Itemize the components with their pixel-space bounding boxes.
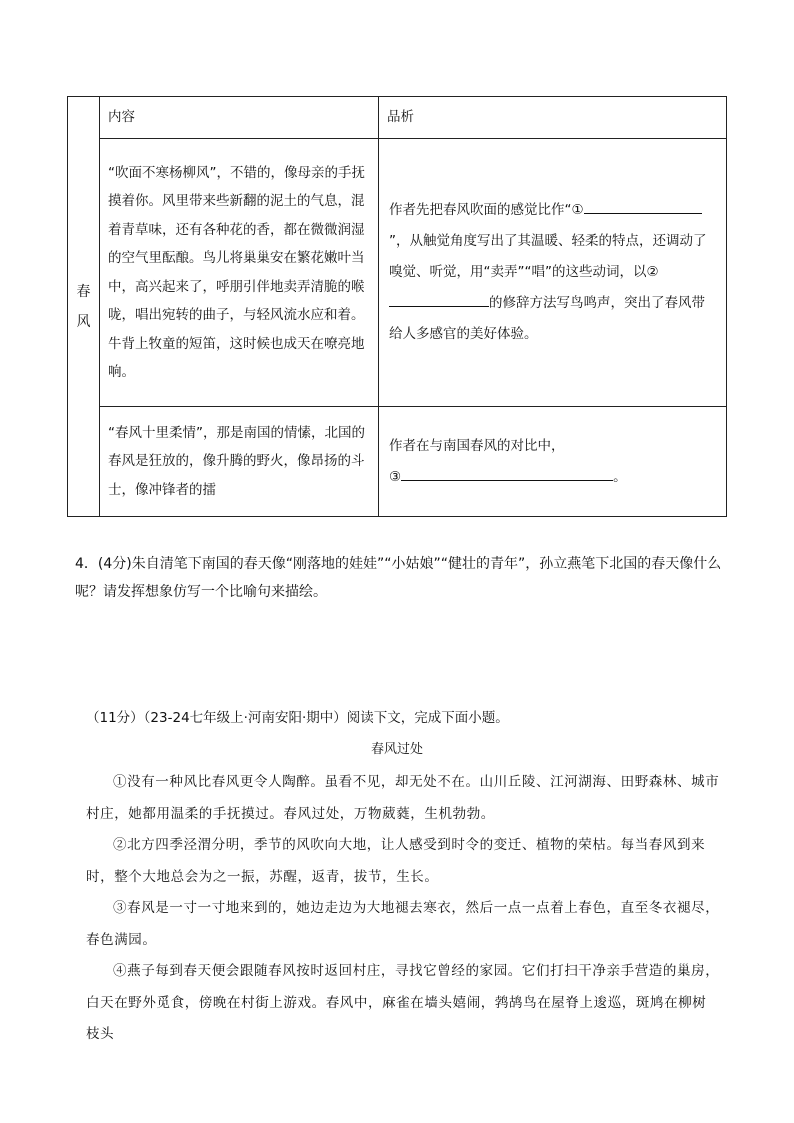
- passage-paragraph: ②北方四季泾渭分明，季节的风吹向大地，让人感受到时令的变迁、植物的荣枯。每当春风到来时，整个大地总会为之一振，苏醒，返青，拔节，生长。: [86, 837, 706, 885]
- side-label-cell: [68, 97, 100, 517]
- answer-blank-1[interactable]: [584, 197, 702, 214]
- table-header-row: [68, 97, 727, 139]
- row1-analysis: [379, 139, 727, 407]
- answer-blank-3[interactable]: [401, 464, 613, 481]
- row1-content: “吹面不寒杨柳风”，不错的，像母亲的手抚摸着你。风里带来些新翻的泥土的气息，混着青草味，还有各种花的香，都在微微润湿的空气里酝酿。鸟儿将巢巢安在繁花嫩叶当中，高兴起来了，呼朋引伴地卖弄清脆的喉咙，唱出宛转的曲子，与轻风流水应和着。牛背上牧童的短笛，这时候也成天在嘹亮地响。: [100, 139, 379, 407]
- row1-analysis-text-3: 的修辞方法写鸟鸣声，突出了春风带给人多感官的美好体验。: [389, 295, 705, 342]
- passage-intro: （11分）（23-24七年级上·河南安阳·期中）阅读下文，完成下面小题。: [86, 710, 509, 726]
- passage-paragraph: ③春风是一寸一寸地来到的，她边走边为大地褪去寒衣，然后一点一点着上春色，直至冬衣褪尽，春色满园。: [86, 900, 720, 948]
- side-label-char: 春: [76, 283, 91, 300]
- side-label-char: 风: [76, 313, 91, 330]
- header-analysis: 品析: [379, 97, 727, 139]
- answer-blank-2[interactable]: [389, 290, 489, 307]
- passage-paragraph: ①没有一种风比春风更令人陶醉。虽看不见，却无处不在。山川丘陵、江河湖海、田野森林、城市村庄，她都用温柔的手抚摸过。春风过处，万物葳蕤，生机勃勃。: [86, 774, 720, 822]
- row2-circle-number: ③: [389, 468, 402, 485]
- passage-title: 春风过处: [370, 742, 423, 757]
- passage-body: [86, 767, 720, 1051]
- table-row: [68, 407, 727, 517]
- row2-analysis: [379, 407, 727, 517]
- header-content: 内容: [100, 97, 379, 139]
- analysis-table: [67, 96, 727, 517]
- passage-paragraph: ④燕子每到春天便会跟随春风按时返回村庄，寻找它曾经的家园。它们打扫干净亲手营造的巢房，白天在野外觅食，傍晚在村街上游戏。春风中，麻雀在墙头嬉闹，鹁鸪鸟在屋脊上逡巡，斑鸠在柳树枝头: [86, 963, 720, 1042]
- row2-content: “春风十里柔情”，那是南国的情愫，北国的春风是狂放的，像升腾的野火，像昂扬的斗士，像冲锋者的擂: [100, 407, 379, 517]
- question-4: 4．(4分)朱自清笔下南国的春天像“刚落地的娃娃”“小姑娘”“健壮的青年”，孙立燕笔下北国的春天像什么呢？请发挥想象仿写一个比喻句来描绘。: [75, 556, 722, 600]
- row2-analysis-text-1: 作者在与南国春风的对比中，: [389, 437, 565, 454]
- row1-analysis-text-1: 作者先把春风吹面的感觉比作“①: [389, 202, 584, 218]
- table-row: [68, 139, 727, 407]
- row1-analysis-text-2: ”，从触觉角度写出了其温暖、轻柔的特点，还调动了嗅觉、听觉，用“卖弄”“唱”的这些动词，以②: [389, 233, 707, 280]
- row2-analysis-text-3: 。: [613, 468, 627, 485]
